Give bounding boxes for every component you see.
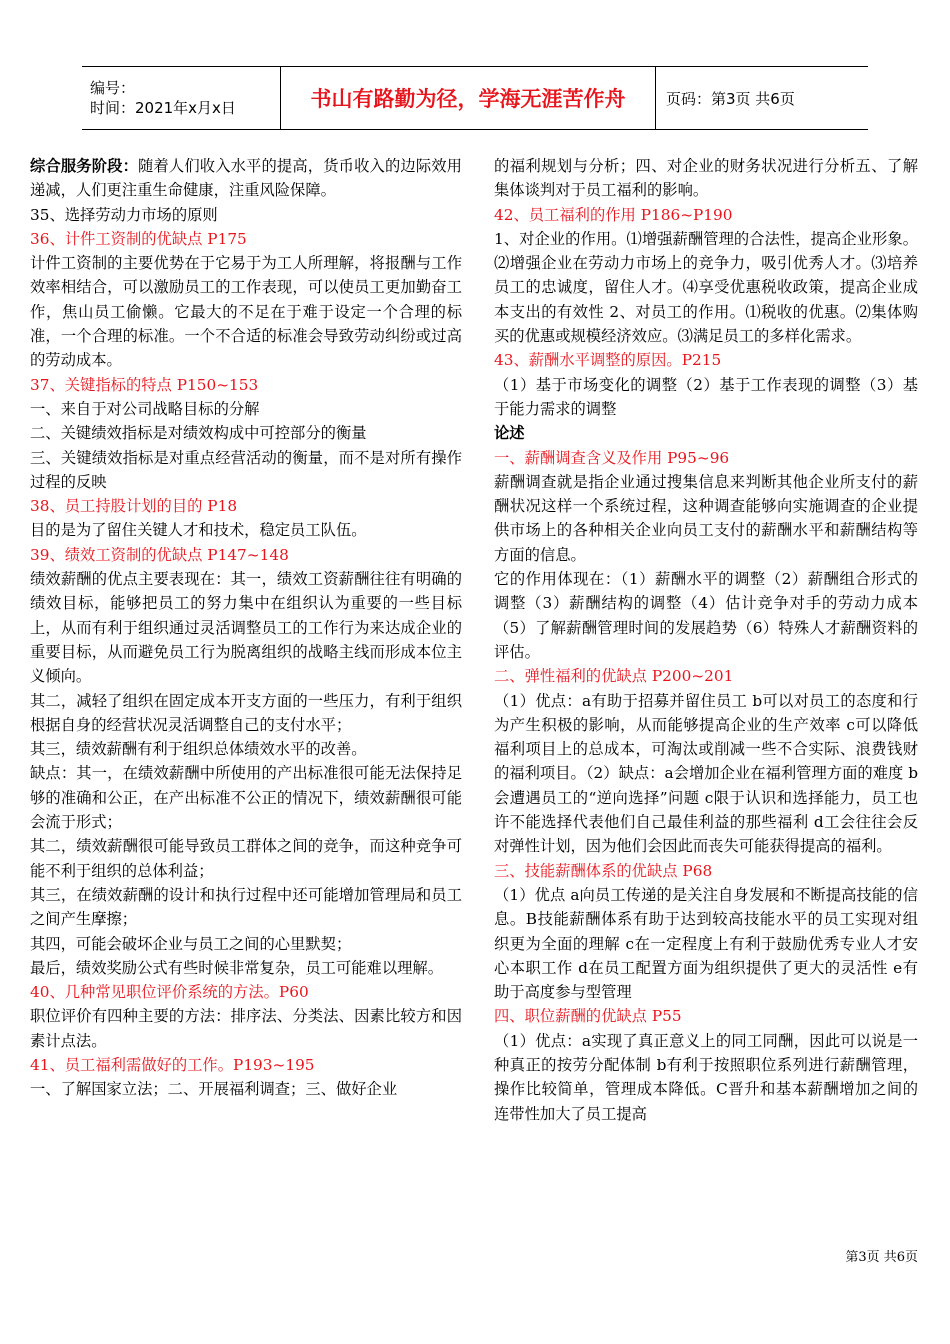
paragraph: 最后，绩效奖励公式有些时候非常复杂，员工可能难以理解。	[30, 958, 444, 977]
page-footer: 第3页 共6页	[845, 1250, 918, 1265]
paragraph: 其三，绩效薪酬有利于组织总体绩效水平的改善。	[30, 740, 367, 759]
heading-essay-3: 三、技能薪酬体系的优缺点 P68	[494, 861, 713, 880]
paragraph: 二、关键绩效指标是对绩效构成中可控部分的衡量	[30, 424, 367, 443]
paragraph-text: 随着人们收入水平的提高，货币收入的边际效用递减，人们更注重生命健康，注重风险保障。	[30, 157, 462, 200]
right-column	[494, 154, 918, 1126]
paragraph: 其二，绩效薪酬很可能导致员工群体之间的竞争，而这种竞争可能不利于组织的总体利益；	[30, 837, 462, 880]
section-title: 论述	[494, 424, 525, 443]
heading-essay-4: 四、职位薪酬的优缺点 P55	[494, 1007, 682, 1026]
paragraph: 薪酬调查就是指企业通过搜集信息来判断其他企业所支付的薪酬状况这样一个系统过程，这种调查能够向实施调查的企业提供市场上的各种相关企业向员工支付的薪酬水平和薪酬结构等方面的信息。	[494, 472, 918, 564]
paragraph: 一、来自于对公司战略目标的分解	[30, 399, 260, 418]
heading-essay-1: 一、薪酬调查含义及作用 P95~96	[494, 448, 730, 467]
paragraph: （1）基于市场变化的调整（2）基于工作表现的调整（3）基于能力需求的调整	[494, 375, 918, 418]
paragraph: 它的作用体现在：（1）薪酬水平的调整（2）薪酬组合形式的调整（3）薪酬结构的调整（4）估计竞争对手的劳动力成本（5）了解薪酬管理时间的发展趋势（6）特殊人才薪酬资料的评估。	[494, 570, 918, 661]
left-column	[30, 154, 462, 1102]
heading-37: 37、关键指标的特点 P150~153	[30, 375, 259, 394]
heading-39: 39、绩效工资制的优缺点 P147~148	[30, 545, 289, 564]
paragraph: 1、对企业的作用。⑴增强薪酬管理的合法性，提高企业形象。⑵增强企业在劳动力市场上的竞争力，吸引优秀人才。⑶培养员工的忠诚度，留住人才。⑷享受优惠税收政策，提高企业成本支出的有效性 2、对员工的作用。⑴税收的优惠。⑵集体购买的优惠或规模经济效应。⑶满足员工的多样化需求。	[494, 229, 918, 346]
header-page-number: 页码：第3页 共6页	[666, 89, 795, 108]
paragraph: 绩效薪酬的优点主要表现在：其一，绩效工资薪酬往往有明确的绩效目标，能够把员工的努力集中在组织认为重要的一些目标上，从而有利于组织通过灵活调整员工的工作行为来达成企业的重要目标，从而避免员工行为脱离组织的战略主线而形成本位主义倾向。	[30, 570, 462, 686]
heading-38: 38、员工持股计划的目的 P18	[30, 497, 238, 516]
heading-essay-2: 二、弹性福利的优缺点 P200~201	[494, 667, 734, 686]
heading-42: 42、员工福利的作用 P186~P190	[494, 205, 733, 224]
paragraph: （1）优点：a有助于招募并留住员工 b可以对员工的态度和行为产生积极的影响，从而能够提高企业的生产效率 c可以降低福利项目上的总成本，可淘汰或削减一些不合实际、浪费钱财的福利项目。（2）缺点：a会增加企业在福利管理方面的难度 b会遭遇员工的“逆向选择”问题 c限于认识和选择能力，员工也许不能选择代表他们自己最佳利益的那些福利 d工会往往会反对弹性计划，因为他们会因此而丧失可能获得提高的福利。	[494, 691, 918, 856]
paragraph: （1）优点：a实现了真正意义上的同工同酬，因此可以说是一种真正的按劳分配体制 b有利于按照职位系列进行薪酬管理，操作比较简单，管理成本降低。C晋升和基本薪酬增加之间的连带性加大了员工提高	[494, 1031, 918, 1123]
paragraph	[30, 154, 462, 203]
paragraph: 其四，可能会破坏企业与员工之间的心里默契；	[30, 934, 352, 953]
date-label: 时间：2021年x月x日	[90, 99, 236, 117]
page-header	[82, 66, 868, 130]
paragraph: 计件工资制的主要优势在于它易于为工人所理解，将报酬与工作效率相结合，可以激励员工的工作表现，可以使员工更加勤奋工作，焦山员工偷懒。它最大的不足在于难于设定一个合理的标准，一个合理的标准。一个不合适的标准会导致劳动纠纷或过高的劳动成本。	[30, 254, 462, 370]
paragraph: 三、关键绩效指标是对重点经营活动的衡量，而不是对所有操作过程的反映	[30, 448, 462, 491]
heading-41: 41、员工福利需做好的工作。P193~195	[30, 1055, 315, 1074]
paragraph: 职位评价有四种主要的方法：排序法、分类法、因素比较方和因素计点法。	[30, 1007, 462, 1050]
header-meta	[82, 67, 281, 129]
paragraph: 其三，在绩效薪酬的设计和执行过程中还可能增加管理局和员工之间产生摩擦；	[30, 885, 462, 929]
heading-40: 40、几种常见职位评价系统的方法。P60	[30, 983, 309, 1002]
paragraph: 的福利规划与分析；四、对企业的财务状况进行分析五、了解集体谈判对于员工福利的影响。	[494, 157, 918, 200]
paragraph: 其二，减轻了组织在固定成本开支方面的一些压力，有利于组织根据自身的经营状况灵活调整自己的支付水平；	[30, 691, 462, 734]
paragraph: 缺点：其一，在绩效薪酬中所使用的产出标准很可能无法保持足够的准确和公正，在产出标准不公正的情况下，绩效薪酬很可能会流于形式；	[30, 764, 462, 832]
header-motto: 书山有路勤为径，学海无涯苦作舟	[281, 67, 656, 129]
question-35: 35、选择劳动力市场的原则	[30, 205, 218, 224]
heading-43: 43、薪酬水平调整的原因。P215	[494, 351, 722, 370]
bold-term: 综合服务阶段：	[30, 157, 139, 175]
paragraph: 一、了解国家立法；二、开展福利调查；三、做好企业	[30, 1080, 398, 1099]
paragraph: （1）优点 a向员工传递的是关注自身发展和不断提高技能的信息。B技能薪酬体系有助于达到较高技能水平的员工实现对组织更为全面的理解 c在一定程度上有利于鼓励优秀专业人才安心本职工作 d在员工配置方面为组织提供了更大的灵活性 e有助于高度参与型管理	[494, 885, 918, 1002]
number-label: 编号：	[90, 79, 136, 97]
paragraph: 目的是为了留住关键人才和技术，稳定员工队伍。	[30, 521, 367, 540]
heading-36: 36、计件工资制的优缺点 P175	[30, 229, 247, 248]
